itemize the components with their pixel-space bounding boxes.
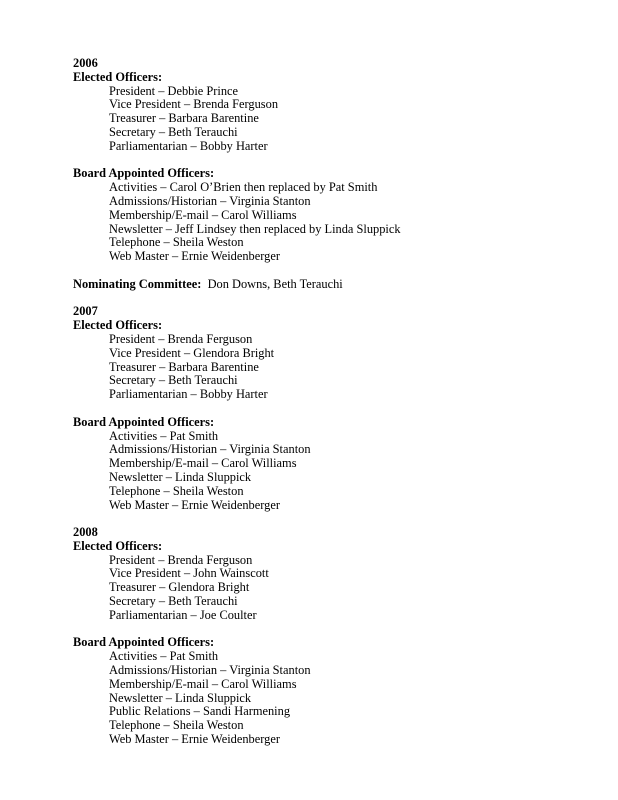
board-officer-item: Membership/E-mail – Carol Williams xyxy=(109,456,297,471)
board-officer-item: Web Master – Ernie Weidenberger xyxy=(109,249,280,264)
board-officer-item: Membership/E-mail – Carol Williams xyxy=(109,676,297,691)
elected-officers-heading: Elected Officers: xyxy=(73,538,163,553)
section-2006 xyxy=(73,57,603,305)
elected-officers-heading: Elected Officers: xyxy=(73,318,163,333)
board-officer-item: Activities – Pat Smith xyxy=(109,649,219,664)
document-page xyxy=(73,57,603,747)
spacer xyxy=(73,264,603,278)
elected-officer-item: Secretary – Beth Terauchi xyxy=(109,373,238,388)
elected-officer-item: Secretary – Beth Terauchi xyxy=(109,594,238,609)
elected-officer-item: Vice President – John Wainscott xyxy=(109,566,269,581)
elected-officer-item: Treasurer – Glendora Bright xyxy=(109,580,250,595)
board-officer-item: Telephone – Sheila Weston xyxy=(109,718,244,733)
board-officers-heading: Board Appointed Officers: xyxy=(73,414,215,429)
board-officer-item: Public Relations – Sandi Harmening xyxy=(109,704,291,719)
board-officer-item: Web Master – Ernie Weidenberger xyxy=(109,732,280,747)
section-2008 xyxy=(73,526,603,747)
spacer xyxy=(73,623,603,637)
spacer xyxy=(73,512,603,526)
elected-officer-item: President – Brenda Ferguson xyxy=(109,331,253,346)
year-heading: 2007 xyxy=(73,304,98,319)
spacer xyxy=(73,292,603,306)
elected-officer-item: Parliamentarian – Bobby Harter xyxy=(109,138,268,153)
board-officer-item: Membership/E-mail – Carol Williams xyxy=(109,207,297,222)
elected-officer-item: President – Brenda Ferguson xyxy=(109,552,253,567)
board-officers-heading: Board Appointed Officers: xyxy=(73,635,215,650)
elected-officers-heading: Elected Officers: xyxy=(73,69,163,84)
spacer xyxy=(73,154,603,168)
elected-officer-item: Vice President – Brenda Ferguson xyxy=(109,97,279,112)
elected-officer-item: Vice President – Glendora Bright xyxy=(109,345,275,360)
board-officer-item: Telephone – Sheila Weston xyxy=(109,483,244,498)
elected-officer-item: President – Debbie Prince xyxy=(109,83,239,98)
board-officer-item: Admissions/Historian – Virginia Stanton xyxy=(109,193,311,208)
board-officers-heading: Board Appointed Officers: xyxy=(73,166,215,181)
board-officer-item: Admissions/Historian – Virginia Stanton xyxy=(109,663,311,678)
board-officer-item: Web Master – Ernie Weidenberger xyxy=(109,497,280,512)
elected-officer-item: Secretary – Beth Terauchi xyxy=(109,124,238,139)
board-officer-item: Activities – Pat Smith xyxy=(109,428,219,443)
elected-officer-item: Parliamentarian – Joe Coulter xyxy=(109,607,257,622)
nominating-committee-line xyxy=(73,278,603,292)
spacer xyxy=(73,402,603,416)
board-officer-item: Newsletter – Linda Sluppick xyxy=(109,690,252,705)
year-heading: 2008 xyxy=(73,525,98,540)
section-2007 xyxy=(73,305,603,526)
board-officer-item: Admissions/Historian – Virginia Stanton xyxy=(109,442,311,457)
board-officer-item: Activities – Carol O’Brien then replaced by Pat Smith xyxy=(109,180,378,195)
nominating-committee-label: Nominating Committee: xyxy=(73,276,202,291)
board-officer-item: Telephone – Sheila Weston xyxy=(109,235,244,250)
board-officer-item: Newsletter – Linda Sluppick xyxy=(109,469,252,484)
elected-officer-item: Parliamentarian – Bobby Harter xyxy=(109,387,268,402)
year-heading: 2006 xyxy=(73,56,98,70)
elected-officer-item: Treasurer – Barbara Barentine xyxy=(109,359,259,374)
elected-officer-item: Treasurer – Barbara Barentine xyxy=(109,111,259,126)
nominating-committee-value: Don Downs, Beth Terauchi xyxy=(207,276,343,291)
board-officer-item: Newsletter – Jeff Lindsey then replaced by Linda Sluppick xyxy=(109,221,401,236)
